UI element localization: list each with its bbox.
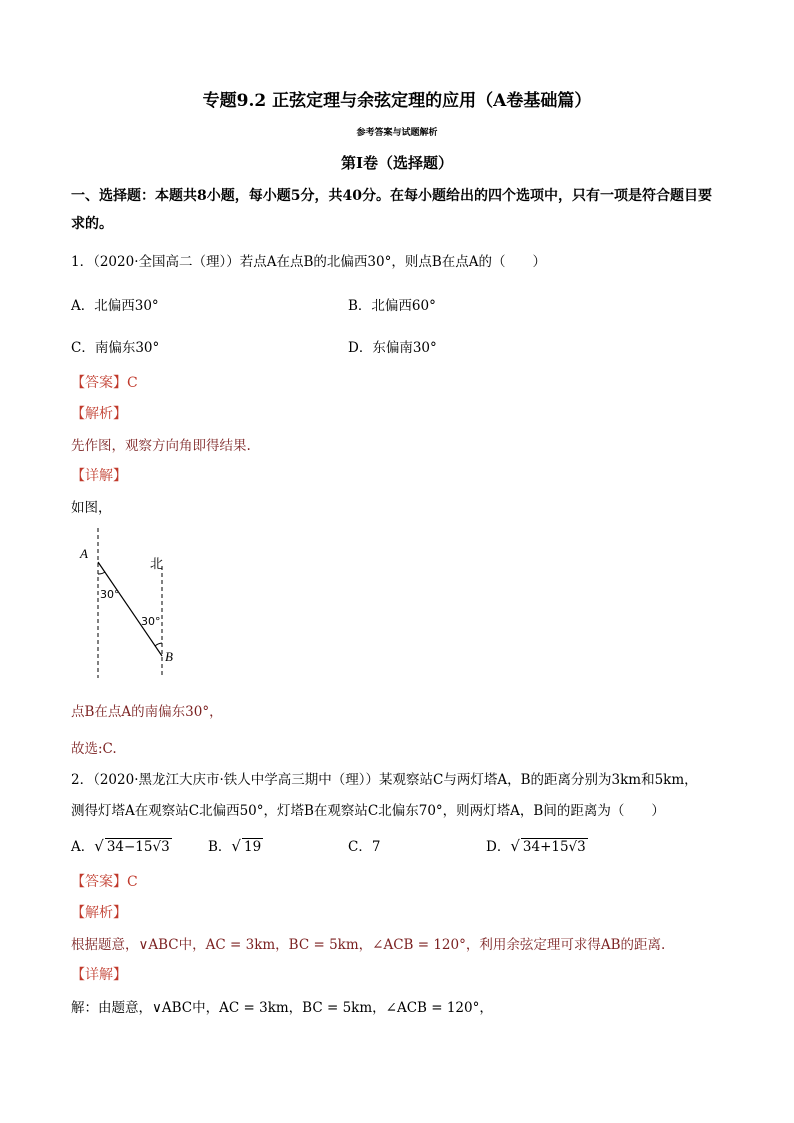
q1-choose: 故选:C. xyxy=(71,741,117,757)
q1-conclusion: 点B在点A的南偏东30°， xyxy=(71,704,223,720)
q1-detail-tag: 【详解】 xyxy=(71,468,127,484)
q2-option-d-prefix: D． xyxy=(486,839,511,855)
q1-option-c: C．南偏东30° xyxy=(71,340,160,356)
q2-option-a: A．√ 34−15√3 xyxy=(71,837,170,855)
q1-analysis: 先作图，观察方向角即得结果. xyxy=(71,438,251,454)
q1-answer: 【答案】C xyxy=(71,375,138,391)
section-heading-line2: 求的。 xyxy=(71,216,113,232)
q2-option-a-expr: 34−15√3 xyxy=(106,839,170,855)
label-a: A xyxy=(80,546,88,561)
q1-option-d: D．东偏南30° xyxy=(348,340,437,356)
q2-detail-tag: 【详解】 xyxy=(71,967,127,983)
q2-option-a-prefix: A． xyxy=(71,839,95,855)
label-b: B xyxy=(165,649,173,664)
q2-option-b-expr: 19 xyxy=(243,839,262,855)
q2-answer: 【答案】C xyxy=(71,874,138,890)
q2-option-d: D．√ 34+15√3 xyxy=(486,837,586,855)
q2-analysis-tag: 【解析】 xyxy=(71,905,127,921)
q1-option-b: B．北偏西60° xyxy=(348,298,436,314)
page-subtitle: 参考答案与试题解析 xyxy=(356,128,438,138)
q1-detail-intro: 如图， xyxy=(71,500,112,516)
q2-option-d-expr: 34+15√3 xyxy=(522,839,586,855)
q1-analysis-tag: 【解析】 xyxy=(71,406,127,422)
direction-diagram xyxy=(78,526,198,681)
q1-stem: 1．（2020·全国高二（理））若点A在点B的北偏西30°，则点B在点A的（ ） xyxy=(71,254,547,270)
angle-label-2: 30° xyxy=(141,615,161,628)
angle-arc-b xyxy=(155,643,162,646)
q2-analysis: 根据题意，∨ABC中，AC = 3km，BC = 5km，∠ACB = 120°，利用余弦定理可求得AB的距离. xyxy=(71,937,666,953)
q2-stem-line1: 2．（2020·黑龙江大庆市·铁人中学高三期中（理））某观察站C与两灯塔A，B的距离分别为3km和5km， xyxy=(71,772,698,788)
label-north: 北 xyxy=(150,557,164,572)
segment-ab xyxy=(98,562,162,656)
q2-option-b-prefix: B． xyxy=(208,839,232,855)
q1-option-a: A．北偏西30° xyxy=(71,298,159,314)
q2-option-c: C．7 xyxy=(348,839,381,855)
q2-detail: 解：由题意，∨ABC中，AC = 3km，BC = 5km，∠ACB = 120°， xyxy=(71,1000,493,1016)
q2-stem-line2: 测得灯塔A在观察站C北偏西50°，灯塔B在观察站C北偏东70°，则两灯塔A，B间的距离为（ ） xyxy=(71,803,665,819)
section-heading-line1: 一、选择题：本题共8小题，每小题5分，共40分。在每小题给出的四个选项中，只有一项是符合题目要 xyxy=(71,188,712,204)
q2-option-b: B．√ 19 xyxy=(208,837,262,855)
angle-label-1: 30° xyxy=(100,588,120,601)
page-title: 专题9.2 正弦定理与余弦定理的应用（A卷基础篇） xyxy=(202,91,592,111)
angle-arc-a xyxy=(98,572,105,574)
volume-heading: 第Ⅰ卷（选择题） xyxy=(340,154,454,172)
